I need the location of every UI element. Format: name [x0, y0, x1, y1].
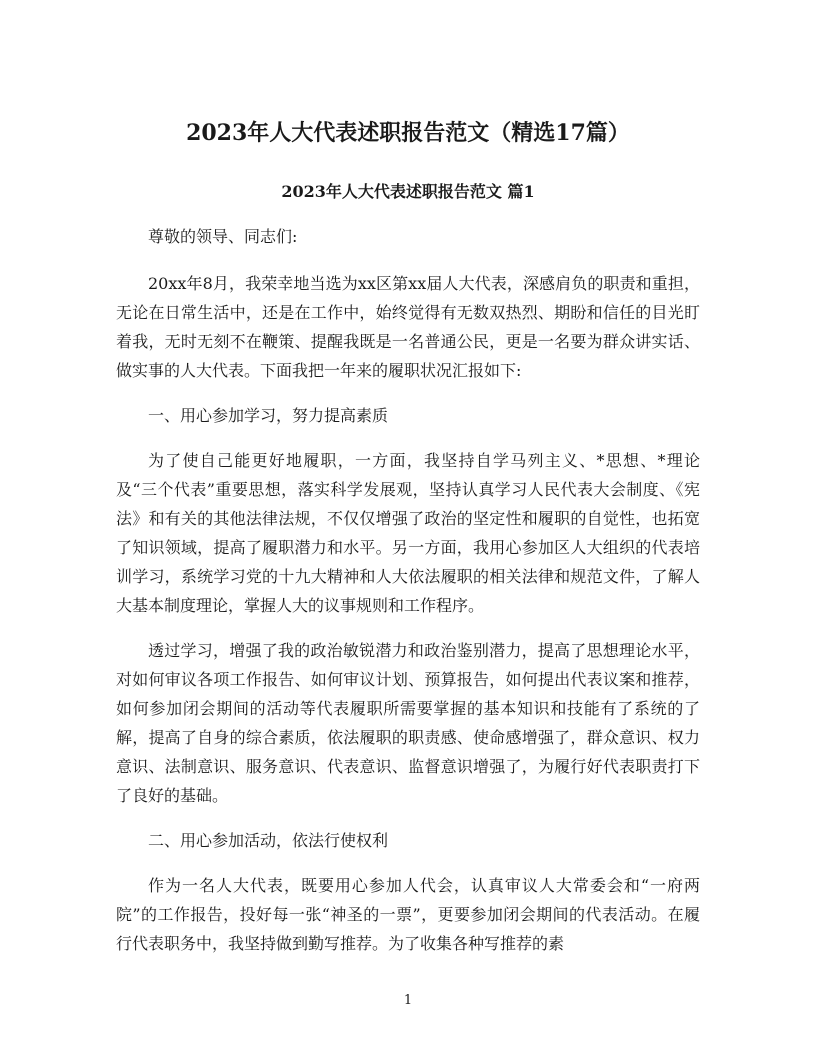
paragraph-study-result: 透过学习，增强了我的政治敏锐潜力和政治鉴别潜力，提高了思想理论水平，对如何审议各项工作报告、如何审议计划、预算报告，如何提出代表议案和推荐，如何参加闭会期间的活动等代表履职所需要掌握的基本知识和技能有了系统的了解，提高了自身的综合素质，依法履职的职责感、使命感增强了，群众意识、权力意识、法制意识、服务意识、代表意识、监督意识增强了，为履行好代表职责打下了良好的基础。 — [116, 641, 700, 805]
section-heading-study: 一、用心参加学习，努力提高素质 — [148, 406, 389, 425]
section-heading: 2023年人大代表述职报告范文 篇1 — [281, 182, 535, 201]
section-heading-activities: 二、用心参加活动，依法行使权利 — [148, 831, 389, 850]
greeting-paragraph: 尊敬的领导、同志们: — [148, 227, 298, 246]
page-number: 1 — [403, 993, 413, 1008]
paragraph-intro: 20xx年8月，我荣幸地当选为xx区第xx届人大代表，深感肩负的职责和重担，无论在日常生活中，还是在工作中，始终觉得有无数双热烈、期盼和信任的目光盯着我，无时无刻不在鞭策、提醒我既是一名普通公民，更是一名要为群众讲实话、做实事的人大代表。下面我把一年来的履职状况汇报如下: — [116, 274, 700, 380]
paragraph-activities: 作为一名人大代表，既要用心参加人代会，认真审议人大常委会和“一府两院”的工作报告，投好每一张“神圣的一票”，更要参加闭会期间的代表活动。在履行代表职务中，我坚持做到勤写推荐。为了收集各种写推荐的素 — [116, 876, 700, 953]
document-title: 2023年人大代表述职报告范文（精选17篇） — [186, 120, 630, 146]
body-text — [116, 222, 700, 974]
paragraph-study: 为了使自己能更好地履职，一方面，我坚持自学马列主义、*思想、*理论及“三个代表”重要思想，落实科学发展观，坚持认真学习人民代表大会制度、《宪法》和有关的其他法律法规，不仅仅增强了政治的坚定性和履职的自觉性，也拓宽了知识领域，提高了履职潜力和水平。另一方面，我用心参加区人大组织的代表培训学习，系统学习党的十九大精神和人大依法履职的相关法律和规范文件，了解人大基本制度理论，掌握人大的议事规则和工作程序。 — [116, 451, 700, 615]
